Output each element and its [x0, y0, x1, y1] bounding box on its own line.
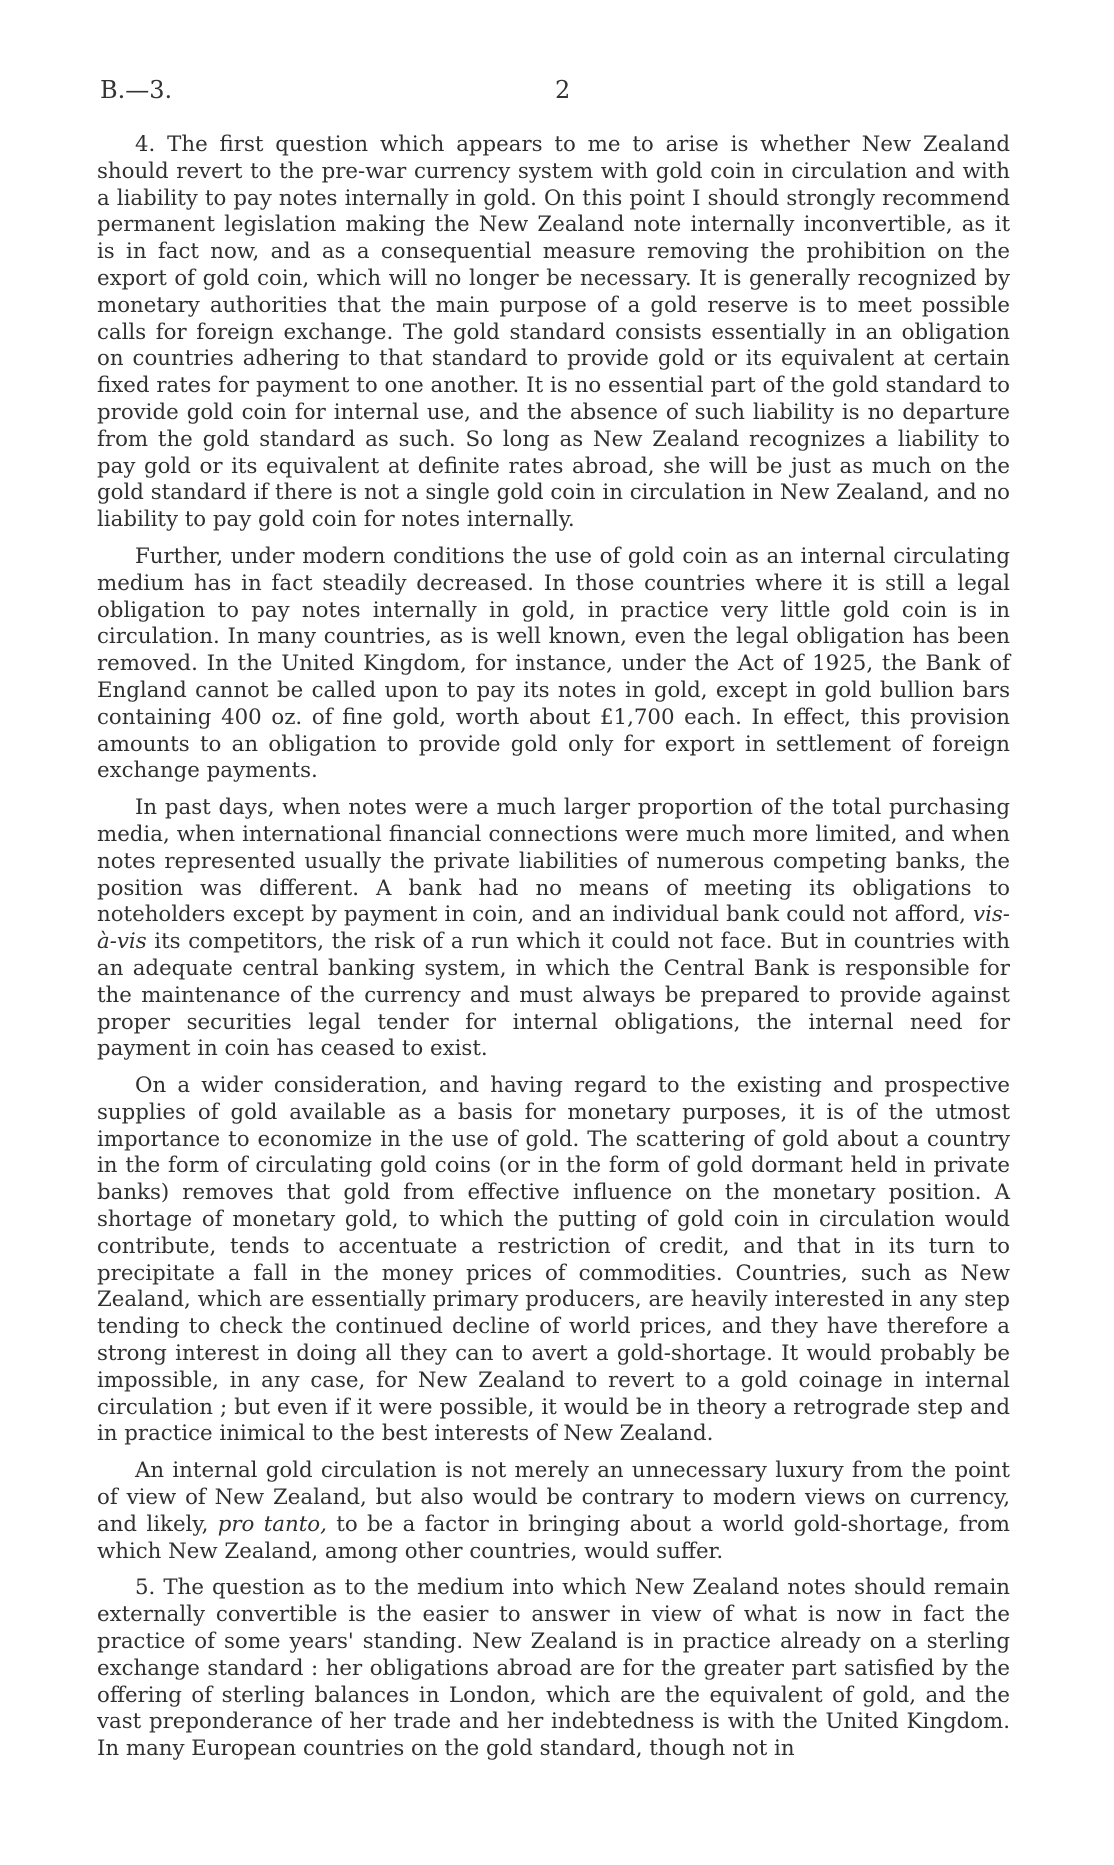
paragraph-past-days-after: its competitors, the risk of a run which it could not face. But in countries with an adequate central banking system, in which the Central Bank is responsible for the maintenance of the currency and must always be prepared to provide against proper securities legal tender for internal obligations, the internal need for payment in coin has ceased to exist.	[97, 929, 1010, 1062]
paragraph-4-gold-coin-question: 4. The first question which appears to me to arise is whether New Zealand should revert to the pre-war currency system with gold coin in circulation and with a liability to pay notes internally in gold. On this point I should strongly recommend permanent legislation making the New Zealand note internally inconvertible, as it is in fact now, and as a consequential measure removing the prohibition on the export of gold coin, which will no longer be necessary. It is generally recognized by monetary authorities that the main purpose of a gold reserve is to meet possible calls for foreign exchange. The gold standard consists essentially in an obligation on countries adhering to that standard to provide gold or its equivalent at certain fixed rates for payment to one another. It is no essential part of the gold standard to provide gold coin for internal use, and the absence of such liability is no departure from the gold standard as such. So long as New Zealand recognizes a liability to pay gold or its equivalent at definite rates abroad, she will be just as much on the gold standard if there is not a single gold coin in circulation in New Zealand, and no liability to pay gold coin for notes internally.	[97, 132, 1010, 533]
page-header	[100, 76, 1000, 110]
paragraph-internal-gold-after: to be a factor in bringing about a world gold-shortage, from which New Zealand, among other countries, would suffer.	[97, 1511, 1011, 1564]
document-reference: B.—3.	[100, 76, 173, 104]
page-number: 2	[555, 76, 571, 104]
paragraph-modern-conditions: Further, under modern conditions the use of gold coin as an internal circulating medium has in fact steadily decreased. In those countries where it is still a legal obligation to pay notes internally in gold, in practice very little gold coin is in circulation. In many countries, as is well known, even the legal obligation has been removed. In the United Kingdom, for instance, under the Act of 1925, the Bank of England cannot be called upon to pay its notes in gold, except in gold bullion bars containing 400 oz. of fine gold, worth about £1,700 each. In effect, this provision amounts to an obligation to provide gold only for export in settlement of foreign exchange payments.	[97, 543, 1010, 784]
paragraph-past-days	[97, 795, 1010, 1063]
paragraph-past-days-before: In past days, when notes were a much larger proportion of the total purchasing media, when international financial connections were much more limited, and when notes represented usually the private liabilities of numerous competing banks, the position was different. A bank had no means of meeting its obligations to noteholders except by payment in coin, and an individual bank could not afford,	[97, 795, 1010, 928]
italic-vis-a-vis: vis-à-vis	[97, 902, 1010, 955]
paragraph-internal-gold-circulation	[97, 1458, 1010, 1565]
paragraph-wider-consideration: On a wider consideration, and having regard to the existing and prospective supplies of gold available as a basis for monetary purposes, it is of the utmost importance to economize in the use of gold. The scattering of gold about a country in the form of circulating gold coins (or in the form of gold dormant held in private banks) removes that gold from effective influence on the monetary position. A shortage of monetary gold, to which the putting of gold coin in circulation would contribute, tends to accentuate a restriction of credit, and that in its turn to precipitate a fall in the money prices of commodities. Countries, such as New Zealand, which are essentially primary producers, are heavily interested in any step tending to check the continued decline of world prices, and they have therefore a strong interest in doing all they can to avert a gold-shortage. It would probably be impossible, in any case, for New Zealand to revert to a gold coinage in internal circulation ; but even if it were possible, it would be in theory a retrograde step and in practice inimical to the best interests of New Zealand.	[97, 1073, 1010, 1447]
italic-pro-tanto: pro tanto,	[217, 1511, 327, 1537]
paragraph-internal-gold-before: An internal gold circulation is not merely an unnecessary luxury from the point of view of New Zealand, but also would be contrary to modern views on currency, and likely,	[97, 1458, 1010, 1537]
paragraph-5-external-convertibility: 5. The question as to the medium into which New Zealand notes should remain externally convertible is the easier to answer in view of what is now in fact the practice of some years' standing. New Zealand is in practice already on a sterling exchange standard : her obligations abroad are for the greater part satisfied by the offering of sterling balances in London, which are the equivalent of gold, and the vast preponderance of her trade and her indebtedness is with the United Kingdom. In many European countries on the gold standard, though not in	[97, 1575, 1010, 1762]
body-text	[97, 132, 1010, 1763]
